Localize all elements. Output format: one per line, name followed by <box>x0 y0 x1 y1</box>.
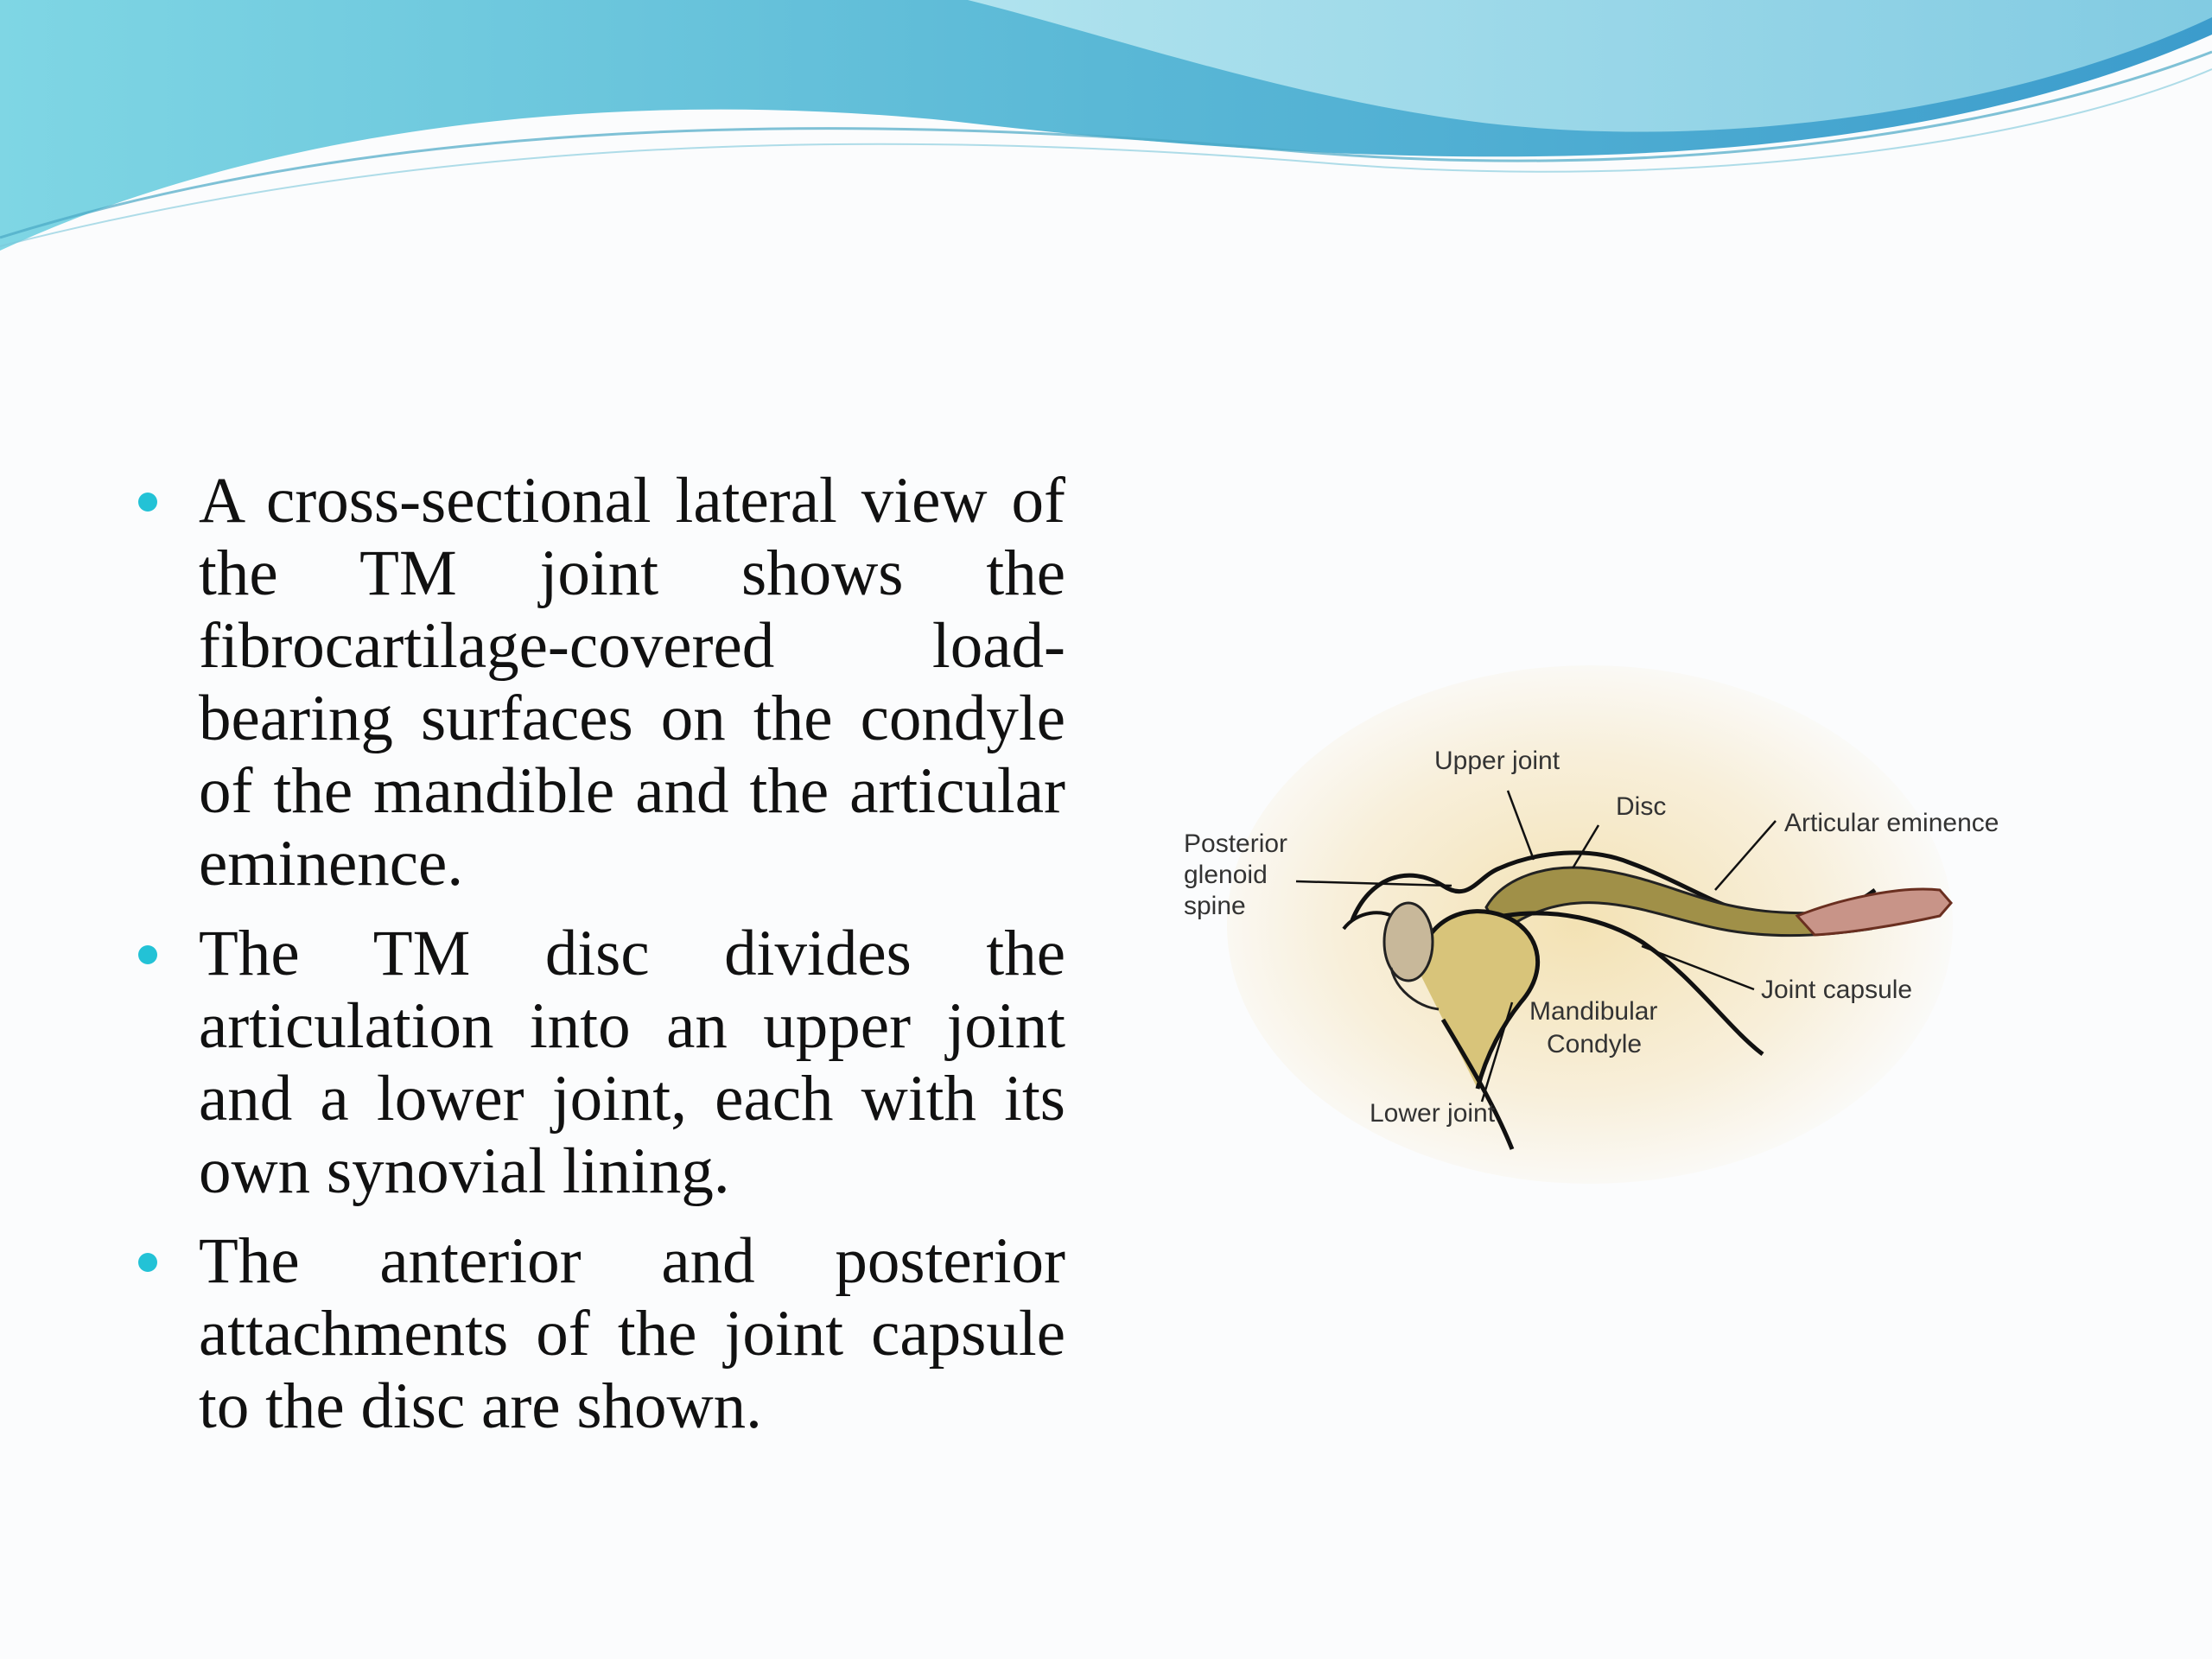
header-wave-decoration <box>0 0 2212 259</box>
label-disc: Disc <box>1616 792 1667 821</box>
label-joint-capsule: Joint capsule <box>1761 976 1913 1004</box>
label-upper-joint: Upper joint <box>1434 747 1560 775</box>
bullet-text-1: A cross-sectional lateral view of the TM joint shows the fibrocartilage-covered load-bearing surfaces on the condyle of the mandible and the articular eminence. <box>199 465 1065 899</box>
label-posterior-glenoid-spine-line1: Posterior <box>1184 830 1288 858</box>
bullet-item-3 <box>130 1225 1065 1443</box>
bullet-list <box>130 465 1065 1460</box>
tmj-anatomy-diagram <box>1158 657 2056 1192</box>
label-posterior-glenoid-spine-line2: glenoid <box>1184 861 1268 889</box>
bullet-item-2 <box>130 918 1065 1208</box>
label-mandibular-condyle-line1: Mandibular <box>1529 997 1658 1026</box>
bullet-dot-icon <box>138 1253 157 1272</box>
bullet-dot-icon <box>138 493 157 512</box>
bullet-item-1 <box>130 465 1065 900</box>
label-articular-eminence: Articular eminence <box>1784 809 1999 837</box>
label-posterior-glenoid-spine-line3: spine <box>1184 892 1246 920</box>
bullet-text-3: The anterior and posterior attachments of the joint capsule to the disc are shown. <box>199 1225 1065 1442</box>
label-mandibular-condyle-line2: Condyle <box>1547 1030 1643 1058</box>
bullet-dot-icon <box>138 945 157 964</box>
bullet-text-2: The TM disc divides the articulation into an upper joint and a lower joint, each with its own synovial lining. <box>199 918 1065 1207</box>
label-lower-joint: Lower joint <box>1370 1099 1496 1128</box>
